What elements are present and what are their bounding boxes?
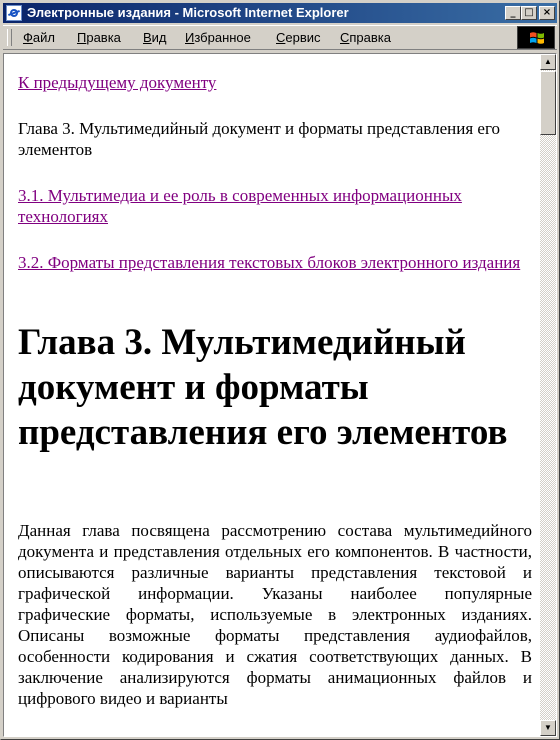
chapter-heading: Глава 3. Мультимедийный документ и форматы представления его элементов: [18, 322, 508, 453]
toolbar-grip[interactable]: [7, 29, 12, 46]
menu-file[interactable]: Файл: [23, 30, 55, 45]
vertical-scrollbar[interactable]: [540, 54, 556, 736]
throbber: [517, 26, 555, 49]
intro-paragraph: Данная глава посвящена рассмотрению состава мультимедийного документа и представления отдельных его компонентов. В частности, описываются различные варианты представления текстовой и графической информации. Указаны наиболее популярные графические форматы, используемые в электронных изданиях. Описаны возможные форматы представления аудиофайлов, особенности кодирования и сжатия соответствующих данных. В заключение анализируются форматы анимационных файлов и цифрового видео и варианты: [18, 521, 532, 708]
toc-title: Глава 3. Мультимедийный документ и форматы представления его элементов: [18, 119, 500, 159]
close-button[interactable]: ×: [539, 6, 555, 20]
toc-link-3-1[interactable]: 3.1. Мультимедиа и ее роль в современных информационных технологиях: [18, 186, 462, 226]
menu-help[interactable]: Справка: [340, 30, 391, 45]
scroll-up-button[interactable]: ▲: [540, 54, 556, 70]
maximize-button[interactable]: □: [521, 6, 537, 20]
menu-view[interactable]: Вид: [143, 30, 167, 45]
title-bar[interactable]: [3, 3, 557, 23]
minimize-button[interactable]: _: [505, 6, 521, 20]
ie-page-icon[interactable]: [6, 5, 22, 21]
windows-logo-icon: [529, 30, 545, 46]
toc-link-3-2[interactable]: 3.2. Форматы представления текстовых блоков электронного издания: [18, 253, 521, 272]
scroll-down-button[interactable]: ▼: [540, 720, 556, 736]
back-link[interactable]: К предыдущему документу: [18, 73, 217, 92]
window-title: Электронные издания - Microsoft Internet Explorer: [27, 5, 349, 20]
scroll-thumb[interactable]: [540, 71, 556, 135]
menu-edit[interactable]: Правка: [77, 30, 121, 45]
menu-bar: [3, 25, 557, 50]
menu-favorites[interactable]: Избранное: [185, 30, 251, 45]
page-viewport[interactable]: [3, 53, 557, 737]
menu-tools[interactable]: Сервис: [276, 30, 321, 45]
